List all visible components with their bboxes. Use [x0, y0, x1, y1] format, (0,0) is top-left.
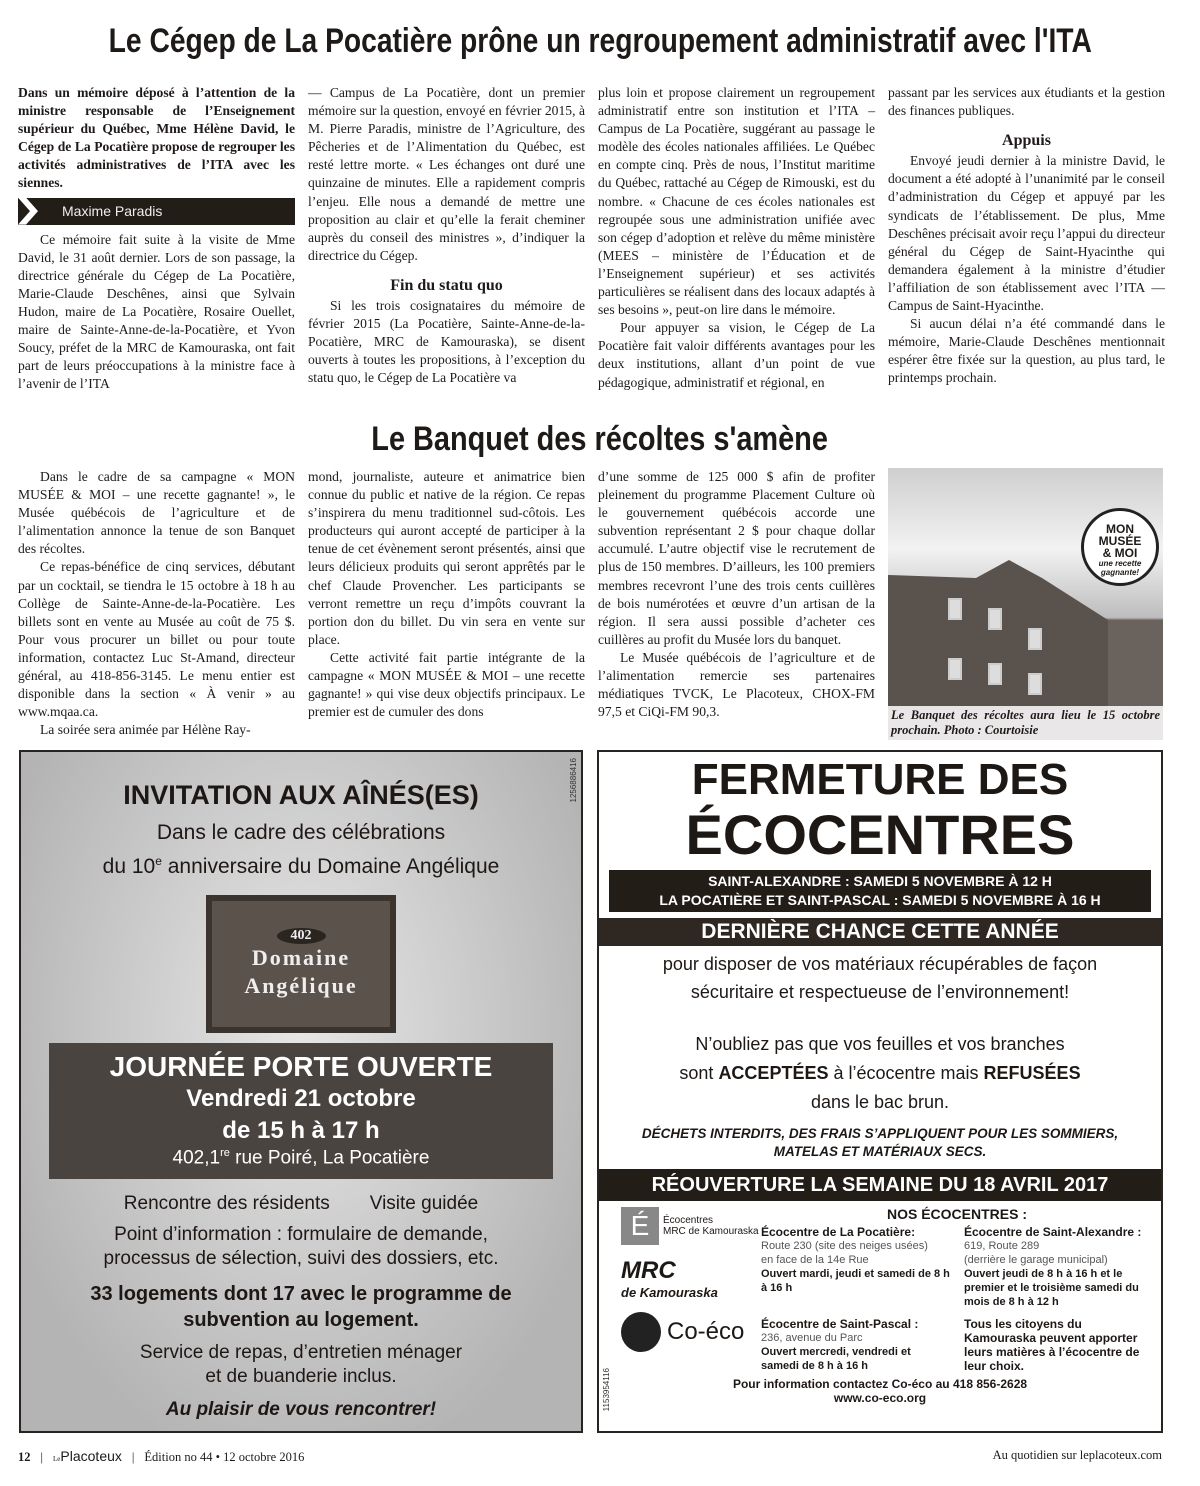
paragraph: plus loin et propose clairement un regroupement administratif entre son institution et l’ITA – Campus de La Pocatière, suggérant au passage le modèle des écoles nationales affiliées. Le Québec en compte cinq. Près de nous, l’Institut maritime du Québec, rattaché au Cégep de Rimouski, est du nombre. « Chacune de ces écoles nationales est regroupée sous une administration unifiée avec son cégep d’adoption et relève du même ministère (MEES – ministère de l’Éducation et de l’Enseignement supérieur) et ses activités particulières se réalisent dans des locaux adaptés à ses besoins », peut-on lire dans le mémoire. — [598, 85, 875, 318]
ad-title-2: ÉCOCENTRES — [685, 803, 1075, 866]
ad-title: FERMETURE DES — [691, 755, 1069, 804]
ad-intro: Dans le cadre des célébrations du 10e anniversaire du Domaine Angélique — [102, 821, 500, 878]
photo-caption: Le Banquet des récoltes aura lieu le 15 octobre prochain. Photo : Courtoisie — [888, 706, 1163, 740]
ad-domaine-angelique — [19, 750, 583, 1433]
ad-reference: 1256886416 — [569, 758, 578, 803]
paragraph: Ce mémoire fait suite à la visite de Mme David, le 31 août dernier. Lors de son passage, la directrice générale du Cégep de La Pocatière, Marie-Claude Deschênes, ainsi que Sylvain Hudon, maire de La Pocatière, Rosaire Ouellet, maire de Sainte-Anne-de-la-Pocatière, et Yvon Soucy, préfet de la MRC de Kamouraska, ont fait part de leurs préoccupations à la ministre face à l’avenir de l’ITA — [18, 231, 295, 392]
article-banquet-body — [18, 468, 1165, 740]
building-image — [888, 560, 1108, 710]
last-chance-banner: DERNIÈRE CHANCE CETTE ANNÉE — [599, 918, 1161, 946]
paragraph: Si les trois cosignataires du mémoire de février 2015 (La Pocatière, Sainte-Anne-de-la-Pocatière, MRC de Kamouraska), se disent ouverts à toutes les propositions, à l’exception du statu quo, le Cégep de La Pocatière va — [308, 298, 585, 386]
ecocentres-logo: É — [621, 1207, 659, 1245]
article-column — [308, 84, 585, 393]
paragraph: Cette activité fait partie intégrante de la campagne « MON MUSÉE & MOI – une recette gagnante! » qui vise deux objectifs principaux. Le premier est de cumuler des dons — [308, 649, 585, 720]
photo-column — [888, 468, 1165, 740]
footer-site-link[interactable]: Au quotidien sur leplacoteux.com — [992, 1448, 1162, 1462]
citizens-note: Tous les citoyens du Kamouraska peuvent apporter leurs matières à l’écocentre de leur choix. — [964, 1317, 1140, 1373]
paragraph: Pour appuyer sa vision, le Cégep de La Pocatière fait valoir différents avantages pour les deux institutions, allant d’un point de vue pédagogique, administratif et régional, en — [598, 320, 875, 390]
reopen-banner: RÉOUVERTURE LA SEMAINE DU 18 AVRIL 2017 — [599, 1169, 1161, 1201]
article-column — [888, 84, 1165, 393]
paragraph: mond, journaliste, auteure et animatrice bien connue du public et native de la région. Ce repas s’inspirera du menu traditionnel sud-côtois. Les producteurs qui auront accepté de participer à la tenue de cet évènement seront présentés, ainsi que leurs délicieux produits qui seront apprêtés par le chef Claude Provencher. Les participants se verront remettre un reçu d’impôts couvrant la portion don du billet. Du vin sera en vente sur place. — [308, 469, 585, 647]
edition-info: Édition no 44 • 12 octobre 2016 — [144, 1450, 305, 1464]
article-column — [308, 468, 585, 740]
paragraph: d’une somme de 125 000 $ afin de profiter pleinement du programme Placement Culture où le gouvernement québécois accorde une subvention représentant 2 $ pour chaque dollar accumulé. L’autre objectif vise le recrutement de plus de 150 membres. D’ailleurs, les 100 premiers membres recevront l’une des trois cents cuillères de bois numérotées et œuvre d’un artisan de la région. Il sera aussi possible d’acheter ces cuillères au profit du Musée lors du banquet. — [598, 469, 875, 647]
open-house-box: JOURNÉE PORTE OUVERTE Vendredi 21 octobre de 15 h à 17 h 402,1re rue Poiré, La Pocatière — [49, 1043, 553, 1179]
ad-ecocentres — [597, 750, 1163, 1433]
placoteux-logo: LePlacoteux — [53, 1448, 122, 1464]
paragraph: Le Musée québécois de l’agriculture et de l’alimentation remercie ses partenaires médiatiques TVCK, Le Placoteux, CHOX-FM 97,5 et CiQi-FM 90,3. — [598, 649, 875, 720]
ecocentre-entry: Écocentre de Saint-Alexandre : 619, Route 289 (derrière le garage municipal) Ouvert jeudi de 8 h à 16 h et le premier et le troisième samedi du mois de 8 h à 12 h — [964, 1225, 1142, 1308]
paragraph: La soirée sera animée par Hélène Ray- — [40, 722, 251, 738]
paragraph: passant par les services aux étudiants et la gestion des finances publiques. — [888, 85, 1165, 119]
paragraph: Dans le cadre de sa campagne « MON MUSÉE & MOI – une recette gagnante! », le Musée québécois de l’agriculture et de l’alimentation annonce la tenue de son Banquet des récoltes. — [18, 469, 295, 557]
article-lead: Dans un mémoire déposé à l’attention de la ministre responsable de l’Enseignement supérieur du Québec, Mme Hélène David, le Cégep de La Pocatière propose de regrouper les activités administratives de l’ITA avec les siennes. — [18, 85, 295, 191]
ad-units: 33 logements dont 17 avec le programme de subvention au logement. — [90, 1283, 512, 1332]
partner-logos: É Écocentres MRC de Kamouraska MRC de Kamouraska Co-éco — [621, 1207, 761, 1373]
paragraph: Envoyé jeudi dernier à la ministre David, le document a été adopté à l’unanimité par le conseil d’administration du Cégep et appuyé par les syndicats de l’établissement. De plus, Mme Deschênes précisait avoir reçu l’appui du directeur général du Cégep de Saint-Hyacinthe qui demandera également à la ministre d’étudier l’affiliation de son établissement avec l’ITA — Campus de Saint-Hyacinthe. — [888, 153, 1165, 314]
co-eco-logo: Co-éco — [621, 1312, 761, 1352]
ecocentre-entry: Écocentre de La Pocatière: Route 230 (site des neiges usées) en face de la 14e Rue Ouvert mardi, jeudi et samedi de 8 h à 16 h — [761, 1225, 950, 1294]
article-column — [598, 84, 875, 393]
ad-activities: Rencontre des résidents Visite guidée — [123, 1193, 479, 1215]
subheading: Fin du statu quo — [390, 276, 503, 294]
article-column — [18, 468, 295, 740]
article-cegep-body — [18, 84, 1165, 393]
ad-title: INVITATION AUX AÎNÉS(ES) — [123, 780, 479, 810]
ad-closing: Au plaisir de vous rencontrer! — [165, 1399, 437, 1421]
ad-info: Point d’information : formulaire de demande, processus de sélection, suivi des dossiers, etc. — [103, 1224, 499, 1270]
closing-dates: SAINT-ALEXANDRE : SAMEDI 5 NOVEMBRE À 12 H LA POCATIÈRE ET SAINT-PASCAL : SAMEDI 5 NOVEMBRE À 16 H — [609, 870, 1151, 912]
article-column — [598, 468, 875, 740]
subheading: Appuis — [1002, 132, 1051, 150]
ecocentres-list — [599, 1201, 1161, 1373]
paragraph: Ce repas-bénéfice de cinq services, débutant par un cocktail, se tiendra le 15 octobre à 18 h au Collège de Sainte-Anne-de-la-Pocatière. Les billets sont en vente au Musée au coût de 75 $. Pour vous procurer un billet ou pour toute information, contactez Luc St-Amand, directeur général, au 418-856-3145. Le menu entier est disponible dans la section « À venir » au www.mqaa.ca. — [18, 559, 295, 720]
paragraph: Si aucun délai n’a été commandé dans le mémoire, Marie-Claude Deschênes mentionnait espérer être fixée sur la question, au plus tard, le printemps prochain. — [888, 316, 1165, 386]
author-byline: Maxime Paradis — [18, 198, 295, 225]
ad-leaves-text: N’oubliez pas que vos feuilles et vos branches sont ACCEPTÉES à l’écocentre mais REFUSÉES dans le bac brun. — [679, 1034, 1081, 1112]
paragraph: — Campus de La Pocatière, dont un premier mémoire sur la question, envoyé en février 2015, à M. Pierre Paradis, ministre de l’Agriculture, des Pêcheries et de l’Alimentation du Québec, est resté lettre morte. « Les échanges ont duré une quinzaine de minutes. Elle a rapidement compris l’enjeu. Elle nous a demandé de mettre une proposition au clair et qu’elle la ferait cheminer auprès du conseil des ministres », d’indiquer la directrice du Cégep. — [308, 85, 585, 263]
ad-dispose-text: pour disposer de vos matériaux récupérables de façon sécuritaire et respectueuse de l’environnement! — [662, 954, 1098, 1002]
ad-services: Service de repas, d’entretien ménager et de buanderie inclus. — [139, 1342, 463, 1388]
ad-forbidden: DÉCHETS INTERDITS, DES FRAIS S’APPLIQUENT POUR LES SOMMIERS, MATELAS ET MATÉRIAUX SECS. — [641, 1126, 1119, 1159]
ad-contact: Pour information contactez Co-éco au 418 856-2628 www.co-eco.org — [732, 1377, 1028, 1405]
mon-musee-logo: MON MUSÉE & MOI une recette gagnante! — [1081, 508, 1159, 586]
banquet-photo — [888, 468, 1163, 740]
ad-reference: 1153954116 — [602, 1367, 611, 1411]
article-column — [18, 84, 295, 393]
page-footer: 12 | LePlacoteux | Édition no 44 • 12 octobre 2016 — [18, 1448, 305, 1464]
mrc-logo: MRC de Kamouraska — [621, 1257, 718, 1300]
article-headline-banquet: Le Banquet des récoltes s'amène — [371, 420, 829, 458]
ecocentres-heading: NOS ÉCOCENTRES : — [886, 1206, 1027, 1222]
article-headline: Le Cégep de La Pocatière prône un regroupement administratif avec l'ITA — [108, 22, 1092, 60]
domaine-angelique-sign: 402 Domaine Angélique — [206, 895, 396, 1033]
page-number: 12 — [18, 1450, 31, 1464]
ecocentre-entry: Écocentre de Saint-Pascal : 236, avenue du Parc Ouvert mercredi, vendredi et samedi de 8 h à 16 h — [761, 1317, 919, 1372]
